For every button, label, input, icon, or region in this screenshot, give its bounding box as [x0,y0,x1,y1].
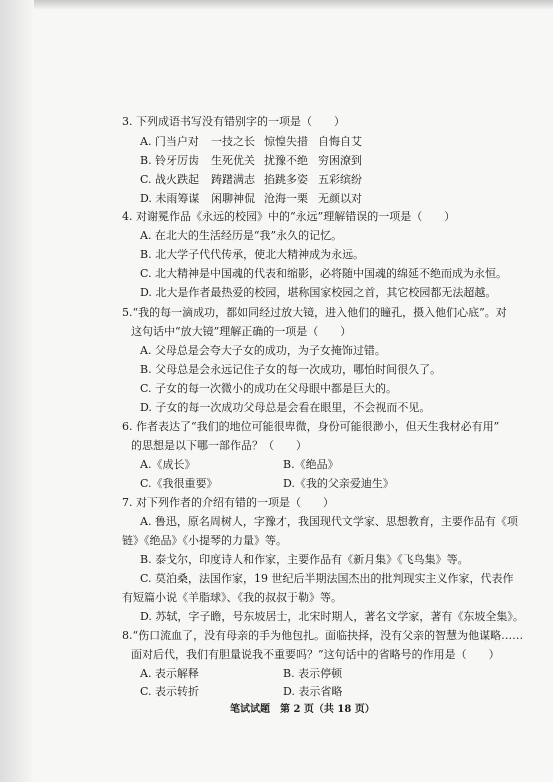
q6-option-d: D.《我的父亲爱迪生》 [283,477,394,490]
q6-option-c: C.《我很重要》 [140,477,218,490]
q3-row-a-1: A. 门当户对 [140,135,199,148]
q3-row-a-3: 惊惶失措 [264,135,308,148]
q3-row-d-3: 沧海一栗 [264,192,308,205]
q6-option-b: B.《绝品》 [283,458,339,471]
q4-option-a: A. 在北大的生活经历是“我”永久的记忆。 [140,229,343,242]
q4-stem: 4. 对谢冕作品《永远的校园》中的“永远”理解错误的一项是（ ） [122,210,456,223]
q6-stem-line1: 6. 作者表达了“我们的地位可能很卑微，身份可能很渺小，但天生我材必有用” [122,420,500,433]
scan-edge-left [0,0,34,782]
q4-option-d: D. 北大是作者最热爱的校园，堪称国家校园之首，其它校园都无法超越。 [140,286,497,299]
q3-row-b-4: 穷困潦到 [318,154,362,167]
page-footer: 笔试试题 第 2 页（共 18 页） [230,704,375,715]
q5-stem-line2: 这句话中“放大镜”理解正确的一项是（ ） [131,325,352,338]
q8-stem-line1: 8.“伤口流血了，没有母亲的手为他包扎。面临抉择，没有父亲的智慧为他谋略…… [122,629,524,642]
q3-row-d-1: D. 未雨筹谋 [140,192,200,205]
q3-row-b-2: 生死优关 [211,154,255,167]
q3-row-b-3: 扰豫不绝 [264,154,308,167]
q4-option-c: C. 北大精神是中国魂的代表和缩影，必将随中国魂的绵延不绝而成为永恒。 [140,267,508,280]
q7-option-d: D. 苏轼，字子瞻，号东坡居士，北宋时期人，著名文学家，著有《东坡全集》。 [140,610,524,623]
q8-option-b: B. 表示停顿 [283,667,343,680]
q3-row-c-2: 踌躇满志 [211,173,255,186]
q5-stem-line1: 5.“我的每一滴成功，都如同经过放大镜，进入他们的瞳孔，摄入他们心底”。对 [122,306,507,319]
q5-option-c: C. 子女的每一次微小的成功在父母眼中都是巨大的。 [140,382,398,395]
q7-option-c-line1: C. 莫泊桑，法国作家，19 世纪后半期法国杰出的批判现实主义作家，代表作 [140,572,514,585]
q7-option-a-line2: 链》《绝品》《小提琴的力量》等。 [122,534,287,547]
q7-option-c-line2: 有短篇小说《羊脂球》、《我的叔叔于勒》等。 [122,591,342,604]
q3-row-d-2: 闲聊神侃 [211,192,255,205]
q3-row-c-4: 五彩缤纷 [318,173,362,186]
q4-option-b: B. 北大学子代代传承，使北大精神成为永远。 [140,248,365,261]
q8-option-a: A. 表示解释 [140,667,199,680]
q5-option-d: D. 子女的每一次成功父母总是会看在眼里，不会视而不见。 [140,401,431,414]
q8-stem-line2: 面对后代，我们有胆量说我不重要吗？”这句话中的省略号的作用是（ ） [131,648,500,661]
q3-row-a-4: 自悔自艾 [318,135,362,148]
q3-stem: 3. 下列成语书写没有错别字的一项是（ ） [122,115,345,128]
q3-row-c-1: C. 战火跌起 [140,173,200,186]
q6-option-a: A.《成长》 [140,458,196,471]
q7-option-a-line1: A. 鲁迅，原名周树人，字豫才，我国现代文学家、思想教育，主要作品有《项 [140,515,518,528]
q3-row-c-3: 掐跳多姿 [264,173,308,186]
q3-row-a-2: 一技之长 [211,135,255,148]
q3-row-d-4: 无颜以对 [318,192,362,205]
q8-option-d: D. 表示省略 [283,685,343,698]
q8-option-c: C. 表示转折 [140,685,200,698]
q6-stem-line2: 的思想是以下哪一部作品？（ ） [131,439,307,452]
q3-row-b-1: B. 铃牙厉齿 [140,154,200,167]
q7-option-b: B. 泰戈尔，印度诗人和作家，主要作品有《新月集》《飞鸟集》等。 [140,553,469,566]
q7-stem: 7. 对下列作者的介绍有错的一项是（ ） [122,496,334,509]
scan-edge-top [0,0,553,10]
q5-option-a: A. 父母总是会夸大子女的成功，为子女掩饰过错。 [140,344,386,357]
q5-option-b: B. 父母总是会永远记住子女的每一次成功，哪怕时间很久了。 [140,363,442,376]
